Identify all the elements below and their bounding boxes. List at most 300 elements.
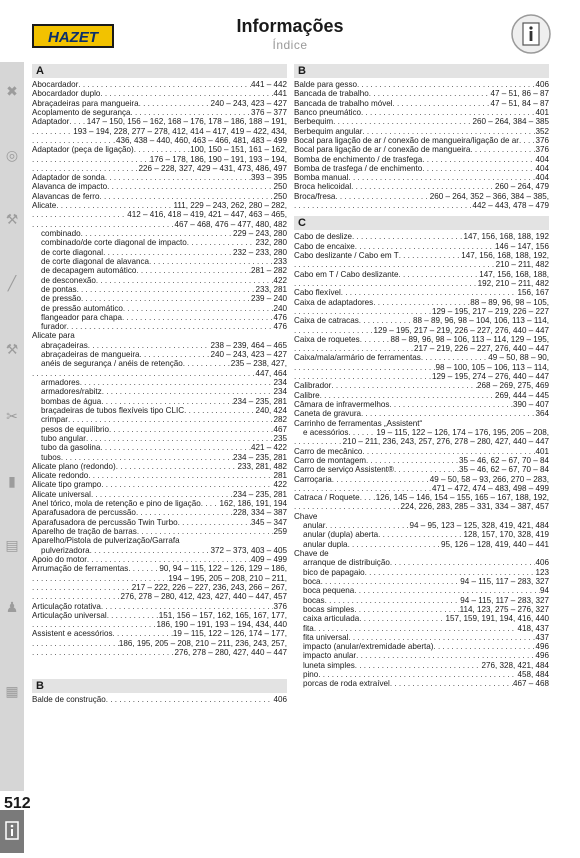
index-entry[interactable] [32, 536, 287, 545]
entry-pages: 234 – 235, 281 [232, 396, 287, 406]
index-column-left [32, 64, 287, 705]
entry-term: bocas simples [303, 604, 355, 614]
info-icon [0, 810, 24, 853]
page-number: 512 [4, 795, 31, 812]
index-entry[interactable] [32, 220, 287, 229]
index-entry[interactable] [294, 136, 549, 145]
entry-pages: 147, 156, 168, 188, [479, 269, 549, 279]
spanner-icon[interactable]: ⚒ [5, 211, 19, 227]
entry-pages: 90, 94 – 115, 122 – 126, 129 – 186, [159, 564, 287, 574]
pliers-icon[interactable]: ✂ [6, 408, 18, 424]
entry-term: combinado [41, 229, 81, 238]
index-entry[interactable] [294, 419, 549, 428]
index-entry[interactable] [294, 512, 549, 521]
index-entry[interactable] [294, 586, 549, 595]
index-entry[interactable] [294, 326, 549, 335]
index-entry[interactable] [32, 182, 287, 191]
index-entry[interactable] [32, 359, 287, 368]
index-entry[interactable] [294, 670, 549, 679]
index-entry[interactable] [294, 502, 549, 511]
leader-dots [149, 257, 273, 266]
index-entry[interactable] [32, 564, 287, 573]
entry-term: Acoplamento de segurança [32, 107, 131, 117]
entry-pages: 260 – 264, 352 – 366, 384 – 385, [429, 191, 549, 201]
entry-term: Caneta de gravura [294, 409, 362, 419]
index-entry[interactable] [32, 518, 287, 527]
leader-dots [378, 530, 463, 539]
entry-pages: 467 – 468 [512, 679, 549, 689]
index-entry[interactable] [294, 465, 549, 474]
index-entry[interactable] [32, 425, 287, 434]
index-entry[interactable] [294, 381, 549, 390]
leader-dots [87, 555, 251, 564]
entry-term: Broca helicoidal [294, 182, 352, 192]
index-entry[interactable] [32, 322, 287, 331]
index-entry[interactable] [294, 540, 549, 549]
index-entry[interactable] [32, 210, 287, 219]
entry-pages: 268 – 269, 275, 469 [476, 381, 549, 391]
index-entry[interactable] [32, 555, 287, 564]
index-entry[interactable] [294, 201, 549, 210]
leader-dots [369, 89, 491, 98]
entry-pages: 228, 334 – 387 [232, 508, 287, 518]
entry-pages: 235 – 238, 427, [230, 359, 287, 369]
index-entry[interactable] [32, 294, 287, 303]
entry-term: bocas [303, 595, 325, 605]
leader-dots [519, 136, 536, 145]
leader-dots [80, 378, 274, 387]
entry-term: Alicate tipo grampo [32, 480, 102, 490]
entry-term: de pressão automático [41, 303, 123, 313]
entry-pages: 471 – 472, 474 – 483, 498 – 499 [431, 483, 549, 493]
leader-dots [122, 313, 273, 322]
pneumatic-tool-icon[interactable]: ▮ [8, 473, 16, 489]
index-entry[interactable] [32, 602, 287, 611]
entry-pages: 458, 484 [517, 670, 549, 680]
entry-pages: 476 [273, 322, 287, 332]
entry-pages: 49 – 50, 58 – 93, 266, 270 – 283, [429, 474, 549, 484]
entry-pages: 406 [535, 80, 549, 89]
leader-dots [77, 285, 256, 294]
leader-dots [184, 406, 255, 415]
index-entry[interactable] [32, 192, 287, 201]
index-entry[interactable] [32, 508, 287, 517]
index-entry[interactable] [32, 369, 287, 378]
entry-pages: 467 – 468, 476 – 477, 480, 482 [174, 219, 287, 229]
entry-term: Adaptador [32, 117, 70, 127]
entry-pages: 467 [273, 424, 287, 434]
index-entry[interactable] [294, 549, 549, 558]
index-entry[interactable] [294, 409, 549, 418]
leader-dots [183, 359, 231, 368]
entry-term: braçadeiras de tubos flexíveis tipo CLIC [41, 405, 185, 415]
entry-pages: 126, 145 – 146, 154 – 155, 165 – 167, 188, 192, [375, 493, 549, 503]
entry-pages: 123 [535, 567, 549, 577]
index-entry[interactable] [32, 108, 287, 117]
leader-dots [32, 164, 138, 173]
entry-pages: 376 [535, 135, 549, 145]
entry-term: e acessórios [303, 427, 349, 437]
leader-dots [32, 648, 174, 657]
index-entry[interactable] [32, 136, 287, 145]
entry-term: anéis de segurança / anéis de retenção [41, 359, 183, 369]
index-entry[interactable] [32, 480, 287, 489]
leader-dots [32, 155, 150, 164]
leader-dots [321, 577, 461, 586]
leader-dots [140, 350, 211, 359]
entry-term: de pontas [41, 284, 77, 294]
leader-dots [390, 679, 513, 688]
leader-dots [394, 465, 459, 474]
index-entry[interactable] [32, 415, 287, 424]
index-entry[interactable] [294, 316, 549, 325]
index-entry[interactable] [294, 145, 549, 154]
entry-pages: 441 – 442 [250, 80, 287, 89]
index-entry[interactable] [32, 406, 287, 415]
entry-pages: 406 [273, 695, 287, 705]
index-entry[interactable] [294, 344, 549, 353]
entry-term: Alicate universal [32, 489, 91, 499]
entry-term: Abocardador duplo [32, 89, 101, 99]
entry-term: furador [41, 322, 67, 332]
index-entry[interactable] [32, 89, 287, 98]
leader-dots [373, 298, 470, 307]
index-entry[interactable] [294, 530, 549, 539]
index-entry[interactable] [32, 471, 287, 480]
index-entry[interactable] [294, 568, 549, 577]
entry-pages: 224, 226, 283, 285 – 331, 334 – 387, 457 [400, 502, 549, 512]
index-entry[interactable] [32, 490, 287, 499]
index-entry[interactable] [32, 453, 287, 462]
leader-dots [137, 527, 274, 536]
entry-term: impacto anular [303, 651, 357, 661]
leader-dots [333, 117, 472, 126]
index-column-right [294, 64, 549, 689]
entry-pages: 406 [535, 558, 549, 568]
entry-term: Cabo flexível [294, 288, 341, 298]
index-entry[interactable] [294, 391, 549, 400]
entry-term: Cabo de encaixe [294, 241, 355, 251]
leader-dots [365, 568, 536, 577]
entry-pages: 240 – 243, 423 – 427 [210, 98, 287, 108]
index-entry[interactable] [294, 99, 549, 108]
index-entry[interactable] [32, 266, 287, 275]
index-entry[interactable] [32, 341, 287, 350]
index-entry[interactable] [32, 117, 287, 126]
index-entry[interactable] [32, 620, 287, 629]
index-entry[interactable] [294, 242, 549, 251]
entry-term: Balde de construção [32, 695, 106, 705]
entry-pages: 94 [539, 586, 549, 596]
entry-term: Abocardador [32, 80, 79, 89]
entry-pages: 276, 328, 421, 484 [481, 660, 549, 670]
index-entry[interactable] [32, 378, 287, 387]
section-header: C [294, 216, 549, 230]
entry-term: de desconexão [41, 275, 96, 285]
index-entry[interactable] [294, 484, 549, 493]
index-entry[interactable] [32, 155, 287, 164]
index-entry[interactable] [294, 577, 549, 586]
index-entry[interactable] [294, 456, 549, 465]
entry-pages: 269, 444 – 445 [494, 390, 549, 400]
leader-dots [32, 136, 116, 145]
entry-term: Articulação universal [32, 610, 107, 620]
entry-pages: 404 [535, 154, 549, 164]
index-entry[interactable] [32, 639, 287, 648]
index-entry[interactable] [294, 155, 549, 164]
index-entry[interactable] [32, 434, 287, 443]
entry-pages: 49 – 50, 88 – 90, [488, 353, 549, 363]
entry-pages: 436, 438 – 440, 460, 463 – 466, 481, 483 – 499 [115, 135, 287, 145]
entry-term: tubo da gasolina [41, 443, 101, 453]
entry-term: Articulação rotativa [32, 601, 101, 611]
entry-pages: 226 – 228, 327, 429 – 431, 473, 486, 497 [138, 163, 287, 173]
entry-term: boca [303, 576, 321, 586]
index-entry[interactable] [294, 642, 549, 651]
index-entry[interactable] [294, 279, 549, 288]
measuring-icon[interactable]: ▤ [5, 537, 19, 553]
leader-dots [294, 201, 472, 210]
entry-pages: 418, 437 [517, 623, 549, 633]
entry-term: Alicate redondo [32, 471, 89, 481]
index-entry[interactable] [294, 270, 549, 279]
entry-term: Banco pneumático [294, 107, 362, 117]
leader-dots [326, 521, 410, 530]
workshop-icon[interactable]: ▦ [5, 683, 19, 699]
entry-pages: 441 [273, 89, 287, 99]
entry-pages: 234 [273, 378, 287, 387]
index-entry[interactable] [294, 651, 549, 660]
index-entry[interactable] [294, 232, 549, 241]
sidebar-active-tab[interactable] [0, 810, 24, 853]
person-cart-icon[interactable]: ♟ [5, 599, 19, 615]
index-entry[interactable] [294, 260, 549, 269]
index-entry[interactable] [294, 437, 549, 446]
entry-pages: 100, 150 – 151, 161 – 162, [190, 145, 287, 155]
entry-term: Balde para gesso [294, 80, 357, 89]
leader-dots [105, 173, 251, 182]
entry-term: crimpar [41, 415, 68, 425]
index-entry[interactable] [32, 350, 287, 359]
leader-dots [332, 475, 430, 484]
entry-term: fita [303, 623, 314, 633]
index-entry[interactable] [32, 99, 287, 108]
section-header: A [32, 64, 287, 78]
index-entry[interactable] [32, 238, 287, 247]
entry-term: anular dupla [303, 539, 348, 549]
screwdriver-icon[interactable]: ╱ [7, 275, 17, 291]
entry-pages: 129 – 195, 217 – 219, 226 – 227 [431, 306, 549, 316]
entry-pages: 422 [273, 480, 287, 490]
section-header: B [32, 679, 287, 693]
index-entry[interactable] [32, 443, 287, 452]
index-entry[interactable] [294, 127, 549, 136]
index-entry[interactable] [32, 546, 287, 555]
entry-pages: 147, 156, 168, 188, 192 [463, 232, 549, 242]
brand-text: HAZET [48, 29, 98, 46]
entry-term: tubos [41, 452, 61, 462]
index-entry[interactable] [32, 592, 287, 601]
entry-pages: 94 – 115, 117 – 283, 327 [460, 576, 549, 586]
index-entry[interactable] [32, 127, 287, 136]
index-entry[interactable] [32, 695, 287, 704]
index-entry[interactable] [294, 624, 549, 633]
index-entry[interactable] [32, 462, 287, 471]
wrench-icon[interactable]: ✖ [6, 83, 18, 99]
index-entry[interactable] [32, 80, 287, 89]
leader-dots [294, 279, 478, 288]
index-entry[interactable] [294, 614, 549, 623]
index-entry[interactable] [32, 257, 287, 266]
entry-term: pino [303, 670, 319, 680]
entry-pages: 476 [273, 312, 287, 322]
entry-term: de decapagem automático [41, 266, 137, 276]
leader-dots [102, 387, 274, 396]
index-entry[interactable] [32, 276, 287, 285]
entry-term: Caixa de adaptadores [294, 297, 374, 307]
index-entry[interactable] [32, 145, 287, 154]
leader-dots [32, 210, 127, 219]
index-entry[interactable] [294, 596, 549, 605]
index-entry[interactable] [32, 201, 287, 210]
index-entry[interactable] [294, 558, 549, 567]
leader-dots [178, 518, 251, 527]
index-entry[interactable] [32, 583, 287, 592]
entry-term: Carro de montagem [294, 455, 366, 465]
leader-dots [357, 80, 535, 89]
index-entry[interactable] [32, 173, 287, 182]
entry-term: Alicate [32, 201, 57, 211]
index-entry[interactable] [32, 499, 287, 508]
index-entry[interactable] [294, 288, 549, 297]
index-entry[interactable] [32, 304, 287, 313]
entry-term: fita universal [303, 632, 349, 642]
index-entry[interactable] [32, 313, 287, 322]
index-entry[interactable] [294, 428, 549, 437]
entry-term: Carrinho de ferramentas „Assistent“ [294, 418, 423, 428]
entry-pages: 193 – 194, 228, 277 – 278, 412, 414 – 417, 419 – 422, 434, [73, 126, 287, 136]
index-entry[interactable] [294, 493, 549, 502]
entry-pages: 19 – 115, 122 – 126, 174 – 176, 195, 205 – 208, [376, 427, 549, 437]
index-entry[interactable] [294, 633, 549, 642]
leader-dots [348, 633, 535, 642]
index-entry[interactable] [294, 89, 549, 98]
index-entry[interactable] [32, 285, 287, 294]
leader-dots [201, 499, 220, 508]
entry-pages: 276, 278 – 280, 412, 423, 427, 440 – 447, 457 [120, 592, 287, 602]
leader-dots [422, 164, 535, 173]
index-entry[interactable] [32, 387, 287, 396]
index-entry[interactable] [32, 648, 287, 657]
index-entry[interactable] [294, 605, 549, 614]
entry-pages: 111, 229 – 243, 262, 280 – 282, [173, 201, 287, 211]
index-entry[interactable] [32, 331, 287, 340]
leader-dots [32, 369, 255, 378]
entry-pages: 239 – 240 [250, 294, 287, 304]
index-entry[interactable] [32, 164, 287, 173]
index-entry[interactable] [32, 248, 287, 257]
entry-pages: 147, 156, 168, 188, 192, [461, 251, 549, 260]
entry-pages: 376 – 377 [250, 107, 287, 117]
index-entry[interactable] [294, 298, 549, 307]
entry-pages: 88 – 89, 96, 98 – 105, [470, 297, 549, 307]
entry-pages: 437 [535, 632, 549, 642]
index-entry[interactable] [294, 164, 549, 173]
entry-term: Anel tórico, mola de retenção e pino de ligação [32, 499, 201, 509]
index-entry[interactable] [294, 182, 549, 191]
leader-dots [136, 508, 233, 517]
entry-pages: 496 [535, 651, 549, 661]
index-entry[interactable] [294, 335, 549, 344]
leader-dots [139, 99, 211, 108]
hammer-icon[interactable]: ⚒ [5, 341, 19, 357]
index-entry[interactable] [294, 400, 549, 409]
entry-term: de corte diagonal [41, 247, 104, 257]
entry-pages: 210 – 211, 482 [495, 260, 549, 270]
leader-dots [68, 415, 274, 424]
index-entry[interactable] [294, 251, 549, 260]
leader-dots [320, 391, 495, 400]
index-entry[interactable] [32, 397, 287, 406]
index-entry[interactable] [294, 117, 549, 126]
index-entry[interactable] [294, 475, 549, 484]
index-entry[interactable] [294, 173, 549, 182]
index-entry[interactable] [294, 661, 549, 670]
leader-dots [107, 182, 273, 191]
leader-dots [69, 117, 86, 126]
index-entry[interactable] [32, 527, 287, 536]
entry-term: Arrumação de ferramentas [32, 564, 129, 574]
leader-dots [433, 642, 535, 651]
index-entry[interactable] [294, 108, 549, 117]
leader-dots [331, 381, 477, 390]
index-entry[interactable] [294, 679, 549, 688]
index-entry[interactable] [294, 192, 549, 201]
index-entry[interactable] [294, 353, 549, 362]
index-entry[interactable] [294, 447, 549, 456]
entry-term: Caixa/mala/armário de ferramentas [294, 353, 421, 363]
leader-dots [359, 614, 445, 623]
index-entry[interactable] [32, 611, 287, 620]
entry-pages: 422 [273, 275, 287, 285]
index-entry[interactable] [294, 372, 549, 381]
leader-dots [355, 242, 495, 251]
index-entry[interactable] [32, 229, 287, 238]
index-entry[interactable] [32, 574, 287, 583]
leader-dots [362, 447, 535, 456]
tire-icon[interactable]: ◎ [5, 147, 19, 163]
entry-term: Bocal para ligação de ar / conexão de mangueira [294, 145, 471, 155]
entry-term: Bomba manual [294, 173, 349, 183]
leader-dots [325, 596, 461, 605]
entry-pages: 128, 157, 170, 328, 419 [463, 530, 549, 540]
entry-pages: 401 [535, 446, 549, 456]
index-entry[interactable] [294, 521, 549, 530]
entry-term: anular [303, 521, 326, 531]
index-entry[interactable] [294, 363, 549, 372]
entry-pages: 176 – 178, 186, 190 – 191, 193 – 194, [149, 154, 287, 164]
index-entry[interactable] [294, 80, 549, 89]
entry-pages: 352 [535, 126, 549, 136]
entry-pages: 146 – 147, 156 [494, 241, 549, 251]
entry-pages: 409 – 499 [250, 554, 287, 564]
index-entry[interactable] [32, 629, 287, 638]
info-book-icon [511, 14, 551, 54]
entry-term: tubo angular [41, 433, 87, 443]
entry-pages: 404 [535, 173, 549, 183]
leader-dots [362, 127, 535, 136]
index-entry[interactable] [294, 307, 549, 316]
